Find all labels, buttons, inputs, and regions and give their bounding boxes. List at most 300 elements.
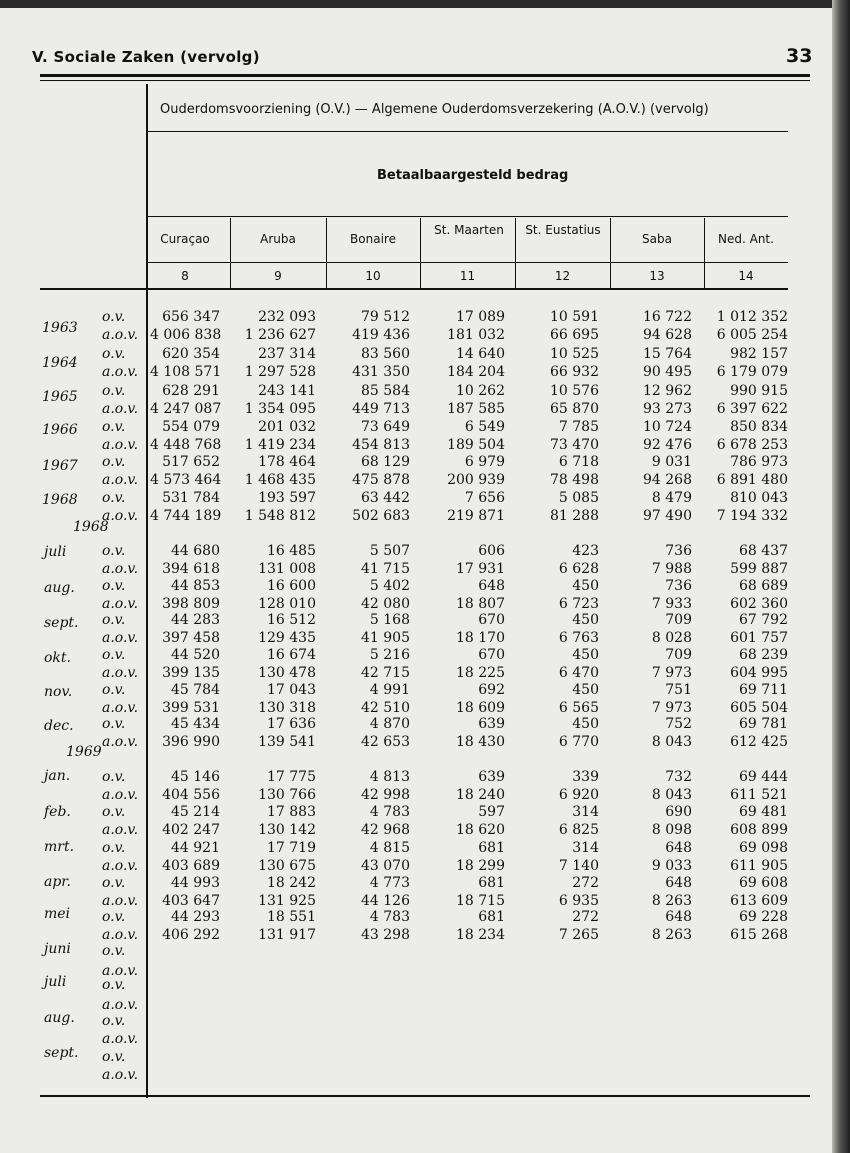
cell-value: 394 618 [162, 561, 220, 577]
cell-value: 18 551 [267, 909, 316, 925]
cell-value: 94 628 [643, 327, 692, 343]
row-type-label: o.v. [102, 716, 126, 732]
label-month: juli [44, 544, 67, 560]
cell-value: 9 031 [651, 454, 692, 470]
col-divider [326, 218, 327, 288]
cell-value: 44 993 [171, 875, 220, 891]
cell-value: 18 609 [456, 700, 505, 716]
table-row [0, 715, 832, 734]
cell-value: 8 479 [651, 490, 692, 506]
cell-value: 5 402 [369, 578, 410, 594]
cell-value: 990 915 [730, 383, 788, 399]
cell-value: 398 809 [162, 596, 220, 612]
cell-value: 554 079 [162, 419, 220, 435]
row-type-label: a.o.v. [102, 963, 139, 979]
cell-value: 139 541 [258, 734, 316, 750]
cell-value: 4 783 [369, 804, 410, 820]
cell-value: 8 263 [651, 927, 692, 943]
table-row [0, 768, 832, 787]
label-year-heading: 1969 [66, 744, 102, 760]
row-type-label: a.o.v. [102, 1067, 139, 1083]
table-row [0, 1066, 832, 1085]
cell-value: 648 [665, 909, 692, 925]
row-type-label: o.v. [102, 647, 126, 663]
cell-value: 17 719 [267, 840, 316, 856]
cell-value: 93 273 [643, 401, 692, 417]
cell-value: 69 228 [739, 909, 788, 925]
cell-value: 339 [572, 769, 599, 785]
cell-value: 42 653 [361, 734, 410, 750]
cell-value: 397 458 [162, 630, 220, 646]
cell-value: 4 783 [369, 909, 410, 925]
cell-value: 73 649 [361, 419, 410, 435]
header-rule [40, 74, 810, 77]
cell-value: 128 010 [258, 596, 316, 612]
row-type-label: a.o.v. [102, 893, 139, 909]
cell-value: 475 878 [352, 472, 410, 488]
row-type-label: o.v. [102, 346, 126, 362]
cell-value: 45 784 [171, 682, 220, 698]
cell-value: 402 247 [162, 822, 220, 838]
row-type-label: a.o.v. [102, 787, 139, 803]
cell-value: 1 468 435 [244, 472, 316, 488]
cell-value: 648 [665, 875, 692, 891]
cell-value: 1 548 812 [244, 508, 316, 524]
col-saba: Saba [642, 232, 672, 246]
cell-value: 42 510 [361, 700, 410, 716]
cell-value: 517 652 [162, 454, 220, 470]
row-type-label: o.v. [102, 682, 126, 698]
row-type-label: o.v. [102, 309, 126, 325]
cell-value: 16 512 [267, 612, 316, 628]
cell-value: 605 504 [730, 700, 788, 716]
cell-value: 10 591 [550, 309, 599, 325]
table-row [0, 471, 832, 490]
cell-value: 6 979 [464, 454, 505, 470]
cell-value: 6 920 [558, 787, 599, 803]
cell-value: 419 436 [352, 327, 410, 343]
table-row [0, 942, 832, 961]
label-month: aug. [44, 580, 75, 596]
cell-value: 7 140 [558, 858, 599, 874]
label-year: 1967 [42, 458, 78, 474]
cell-value: 709 [665, 612, 692, 628]
label-month: apr. [44, 874, 71, 890]
col-num-14: 14 [738, 269, 754, 283]
cell-value: 597 [478, 804, 505, 820]
cell-value: 6 718 [558, 454, 599, 470]
col-num-13: 13 [649, 269, 665, 283]
row-type-label: a.o.v. [102, 822, 139, 838]
cell-value: 4 813 [369, 769, 410, 785]
table-row [0, 542, 832, 561]
label-month: juli [44, 974, 67, 990]
cell-value: 656 347 [162, 309, 220, 325]
cell-value: 90 495 [643, 364, 692, 380]
label-month: sept. [44, 615, 79, 631]
row-type-label: o.v. [102, 490, 126, 506]
cell-value: 8 263 [651, 893, 692, 909]
cell-value: 786 973 [730, 454, 788, 470]
cell-value: 7 973 [651, 665, 692, 681]
title-rule [148, 131, 788, 132]
cell-value: 639 [478, 716, 505, 732]
cell-value: 130 675 [258, 858, 316, 874]
cell-value: 314 [572, 804, 599, 820]
numbers-rule [40, 288, 788, 290]
cell-value: 131 925 [258, 893, 316, 909]
cell-value: 6 005 254 [716, 327, 788, 343]
row-type-label: o.v. [102, 1013, 126, 1029]
cell-value: 6 825 [558, 822, 599, 838]
cell-value: 6 763 [558, 630, 599, 646]
cell-value: 272 [572, 875, 599, 891]
document-page [0, 8, 832, 1153]
cell-value: 5 216 [369, 647, 410, 663]
cell-value: 69 444 [739, 769, 788, 785]
cell-value: 450 [572, 682, 599, 698]
row-type-label: o.v. [102, 612, 126, 628]
cell-value: 17 043 [267, 682, 316, 698]
cell-value: 193 597 [258, 490, 316, 506]
label-year-heading: 1968 [73, 519, 109, 535]
row-type-label: o.v. [102, 943, 126, 959]
col-st-eustatius: St. Eustatius [525, 223, 601, 237]
cell-value: 692 [478, 682, 505, 698]
cell-value: 681 [478, 840, 505, 856]
table-title: Ouderdomsvoorziening (O.V.) — Algemene Ouderdomsverzekering (A.O.V.) (vervolg) [160, 102, 709, 117]
cell-value: 131 008 [258, 561, 316, 577]
row-type-label: o.v. [102, 1049, 126, 1065]
cell-value: 243 141 [258, 383, 316, 399]
cell-value: 615 268 [730, 927, 788, 943]
cell-value: 69 608 [739, 875, 788, 891]
cell-value: 604 995 [730, 665, 788, 681]
cell-value: 1 012 352 [716, 309, 788, 325]
cell-value: 130 318 [258, 700, 316, 716]
cell-value: 17 775 [267, 769, 316, 785]
col-divider [420, 218, 421, 288]
cell-value: 97 490 [643, 508, 692, 524]
cell-value: 68 129 [361, 454, 410, 470]
cell-value: 69 481 [739, 804, 788, 820]
cell-value: 6 470 [558, 665, 599, 681]
cell-value: 7 656 [464, 490, 505, 506]
cell-value: 608 899 [730, 822, 788, 838]
cell-value: 690 [665, 804, 692, 820]
row-type-label: o.v. [102, 769, 126, 785]
cell-value: 42 715 [361, 665, 410, 681]
label-year: 1964 [42, 355, 78, 371]
subtitle-rule [148, 216, 788, 217]
cell-value: 44 680 [171, 543, 220, 559]
cell-value: 232 093 [258, 309, 316, 325]
table-row [0, 489, 832, 508]
label-year: 1963 [42, 320, 78, 336]
row-type-label: a.o.v. [102, 927, 139, 943]
cell-value: 4 108 571 [150, 364, 222, 380]
cell-value: 6 565 [558, 700, 599, 716]
cell-value: 7 265 [558, 927, 599, 943]
row-type-label: a.o.v. [102, 630, 139, 646]
cell-value: 44 520 [171, 647, 220, 663]
cell-value: 187 585 [447, 401, 505, 417]
cell-value: 454 813 [352, 437, 410, 453]
cell-value: 6 891 480 [716, 472, 788, 488]
col-divider [704, 218, 705, 288]
cell-value: 44 283 [171, 612, 220, 628]
header-rule-thin [40, 80, 810, 81]
cell-value: 181 032 [447, 327, 505, 343]
cell-value: 18 430 [456, 734, 505, 750]
cell-value: 16 674 [267, 647, 316, 663]
cell-value: 16 485 [267, 543, 316, 559]
cell-value: 219 871 [447, 508, 505, 524]
cell-value: 4 870 [369, 716, 410, 732]
cell-value: 81 288 [550, 508, 599, 524]
cell-value: 66 932 [550, 364, 599, 380]
cell-value: 41 905 [361, 630, 410, 646]
cell-value: 732 [665, 769, 692, 785]
cell-value: 130 142 [258, 822, 316, 838]
table-row [0, 507, 832, 526]
cell-value: 450 [572, 716, 599, 732]
cell-value: 648 [478, 578, 505, 594]
cell-value: 130 478 [258, 665, 316, 681]
cell-value: 6 549 [464, 419, 505, 435]
cell-value: 45 146 [171, 769, 220, 785]
cell-value: 606 [478, 543, 505, 559]
col-num-9: 9 [274, 269, 282, 283]
cell-value: 15 764 [643, 346, 692, 362]
col-curacao: Curaçao [160, 232, 210, 246]
cell-value: 810 043 [730, 490, 788, 506]
row-type-label: a.o.v. [102, 596, 139, 612]
cell-value: 68 437 [739, 543, 788, 559]
cell-value: 83 560 [361, 346, 410, 362]
cell-value: 131 917 [258, 927, 316, 943]
cell-value: 16 600 [267, 578, 316, 594]
row-type-label: a.o.v. [102, 364, 139, 380]
cell-value: 14 640 [456, 346, 505, 362]
cell-value: 63 442 [361, 490, 410, 506]
cell-value: 639 [478, 769, 505, 785]
cell-value: 45 214 [171, 804, 220, 820]
label-month: jan. [44, 768, 71, 784]
col-num-11: 11 [459, 269, 476, 283]
cell-value: 69 781 [739, 716, 788, 732]
cell-value: 69 711 [739, 682, 788, 698]
cell-value: 752 [665, 716, 692, 732]
cell-value: 4 247 087 [150, 401, 222, 417]
row-type-label: a.o.v. [102, 327, 139, 343]
row-type-label: a.o.v. [102, 401, 139, 417]
cell-value: 178 464 [258, 454, 316, 470]
cell-value: 4 991 [369, 682, 410, 698]
label-month: dec. [44, 718, 74, 734]
cell-value: 6 935 [558, 893, 599, 909]
table-row [0, 874, 832, 893]
subtitle: Betaalbaargesteld bedrag [377, 168, 569, 183]
cell-value: 9 033 [651, 858, 692, 874]
table-row [0, 363, 832, 382]
cell-value: 601 757 [730, 630, 788, 646]
cell-value: 6 179 079 [716, 364, 788, 380]
cell-value: 17 931 [456, 561, 505, 577]
table-row [0, 345, 832, 364]
table-row [0, 839, 832, 858]
row-type-label: o.v. [102, 578, 126, 594]
cell-value: 94 268 [643, 472, 692, 488]
cell-value: 12 962 [643, 383, 692, 399]
cell-value: 982 157 [730, 346, 788, 362]
cell-value: 4 448 768 [150, 437, 222, 453]
colhead-rule [148, 262, 788, 263]
table-row [0, 976, 832, 995]
cell-value: 404 556 [162, 787, 220, 803]
cell-value: 599 887 [730, 561, 788, 577]
cell-value: 16 722 [643, 309, 692, 325]
cell-value: 611 521 [730, 787, 788, 803]
row-type-label: a.o.v. [102, 734, 139, 750]
cell-value: 44 921 [171, 840, 220, 856]
cell-value: 10 262 [456, 383, 505, 399]
cell-value: 10 525 [550, 346, 599, 362]
cell-value: 531 784 [162, 490, 220, 506]
cell-value: 17 089 [456, 309, 505, 325]
cell-value: 73 470 [550, 437, 599, 453]
cell-value: 10 576 [550, 383, 599, 399]
cell-value: 44 293 [171, 909, 220, 925]
row-type-label: a.o.v. [102, 437, 139, 453]
cell-value: 201 032 [258, 419, 316, 435]
table-row [0, 1012, 832, 1031]
cell-value: 4 006 838 [150, 327, 222, 343]
cell-value: 8 098 [651, 822, 692, 838]
cell-value: 1 297 528 [244, 364, 316, 380]
cell-value: 736 [665, 578, 692, 594]
row-type-label: a.o.v. [102, 508, 139, 524]
row-type-label: a.o.v. [102, 700, 139, 716]
cell-value: 399 135 [162, 665, 220, 681]
cell-value: 6 723 [558, 596, 599, 612]
cell-value: 1 354 095 [244, 401, 316, 417]
cell-value: 78 498 [550, 472, 599, 488]
cell-value: 44 126 [361, 893, 410, 909]
cell-value: 431 350 [352, 364, 410, 380]
table-row [0, 308, 832, 327]
cell-value: 85 584 [361, 383, 410, 399]
row-type-label: o.v. [102, 543, 126, 559]
col-num-8: 8 [181, 269, 189, 283]
cell-value: 403 647 [162, 893, 220, 909]
col-st-maarten: St. Maarten [434, 223, 504, 237]
row-type-label: o.v. [102, 419, 126, 435]
table-row [0, 326, 832, 345]
cell-value: 4 573 464 [150, 472, 222, 488]
cell-value: 42 998 [361, 787, 410, 803]
cell-value: 736 [665, 543, 692, 559]
cell-value: 67 792 [739, 612, 788, 628]
label-month: aug. [44, 1010, 75, 1026]
row-type-label: o.v. [102, 840, 126, 856]
cell-value: 7 194 332 [716, 508, 788, 524]
cell-value: 4 773 [369, 875, 410, 891]
row-type-label: a.o.v. [102, 561, 139, 577]
cell-value: 450 [572, 612, 599, 628]
row-type-label: o.v. [102, 454, 126, 470]
table-row [0, 453, 832, 472]
table-row [0, 681, 832, 700]
cell-value: 403 689 [162, 858, 220, 874]
row-type-label: a.o.v. [102, 472, 139, 488]
table-row [0, 803, 832, 822]
cell-value: 396 990 [162, 734, 220, 750]
cell-value: 17 636 [267, 716, 316, 732]
bottom-rule [40, 1095, 810, 1097]
col-divider [515, 218, 516, 288]
row-type-label: o.v. [102, 383, 126, 399]
cell-value: 7 785 [558, 419, 599, 435]
cell-value: 42 968 [361, 822, 410, 838]
cell-value: 6 397 622 [716, 401, 788, 417]
cell-value: 602 360 [730, 596, 788, 612]
cell-value: 18 620 [456, 822, 505, 838]
cell-value: 6 770 [558, 734, 599, 750]
cell-value: 41 715 [361, 561, 410, 577]
cell-value: 648 [665, 840, 692, 856]
cell-value: 613 609 [730, 893, 788, 909]
cell-value: 18 807 [456, 596, 505, 612]
cell-value: 129 435 [258, 630, 316, 646]
cell-value: 7 933 [651, 596, 692, 612]
row-type-label: o.v. [102, 875, 126, 891]
cell-value: 18 715 [456, 893, 505, 909]
col-num-10: 10 [365, 269, 381, 283]
cell-value: 681 [478, 909, 505, 925]
cell-value: 4 744 189 [150, 508, 222, 524]
label-month: mei [44, 906, 71, 922]
table-row [0, 646, 832, 665]
cell-value: 7 973 [651, 700, 692, 716]
cell-value: 65 870 [550, 401, 599, 417]
col-bonaire: Bonaire [350, 232, 396, 246]
cell-value: 670 [478, 612, 505, 628]
cell-value: 406 292 [162, 927, 220, 943]
cell-value: 17 883 [267, 804, 316, 820]
row-type-label: a.o.v. [102, 665, 139, 681]
cell-value: 189 504 [447, 437, 505, 453]
col-divider [230, 218, 231, 288]
label-month: okt. [44, 650, 71, 666]
cell-value: 42 080 [361, 596, 410, 612]
cell-value: 628 291 [162, 383, 220, 399]
cell-value: 5 085 [558, 490, 599, 506]
table-row [0, 418, 832, 437]
cell-value: 45 434 [171, 716, 220, 732]
label-month: mrt. [44, 839, 75, 855]
table-row [0, 733, 832, 752]
cell-value: 449 713 [352, 401, 410, 417]
row-type-label: a.o.v. [102, 858, 139, 874]
cell-value: 423 [572, 543, 599, 559]
col-aruba: Aruba [260, 232, 296, 246]
cell-value: 612 425 [730, 734, 788, 750]
cell-value: 18 240 [456, 787, 505, 803]
cell-value: 272 [572, 909, 599, 925]
cell-value: 5 168 [369, 612, 410, 628]
cell-value: 8 043 [651, 787, 692, 803]
